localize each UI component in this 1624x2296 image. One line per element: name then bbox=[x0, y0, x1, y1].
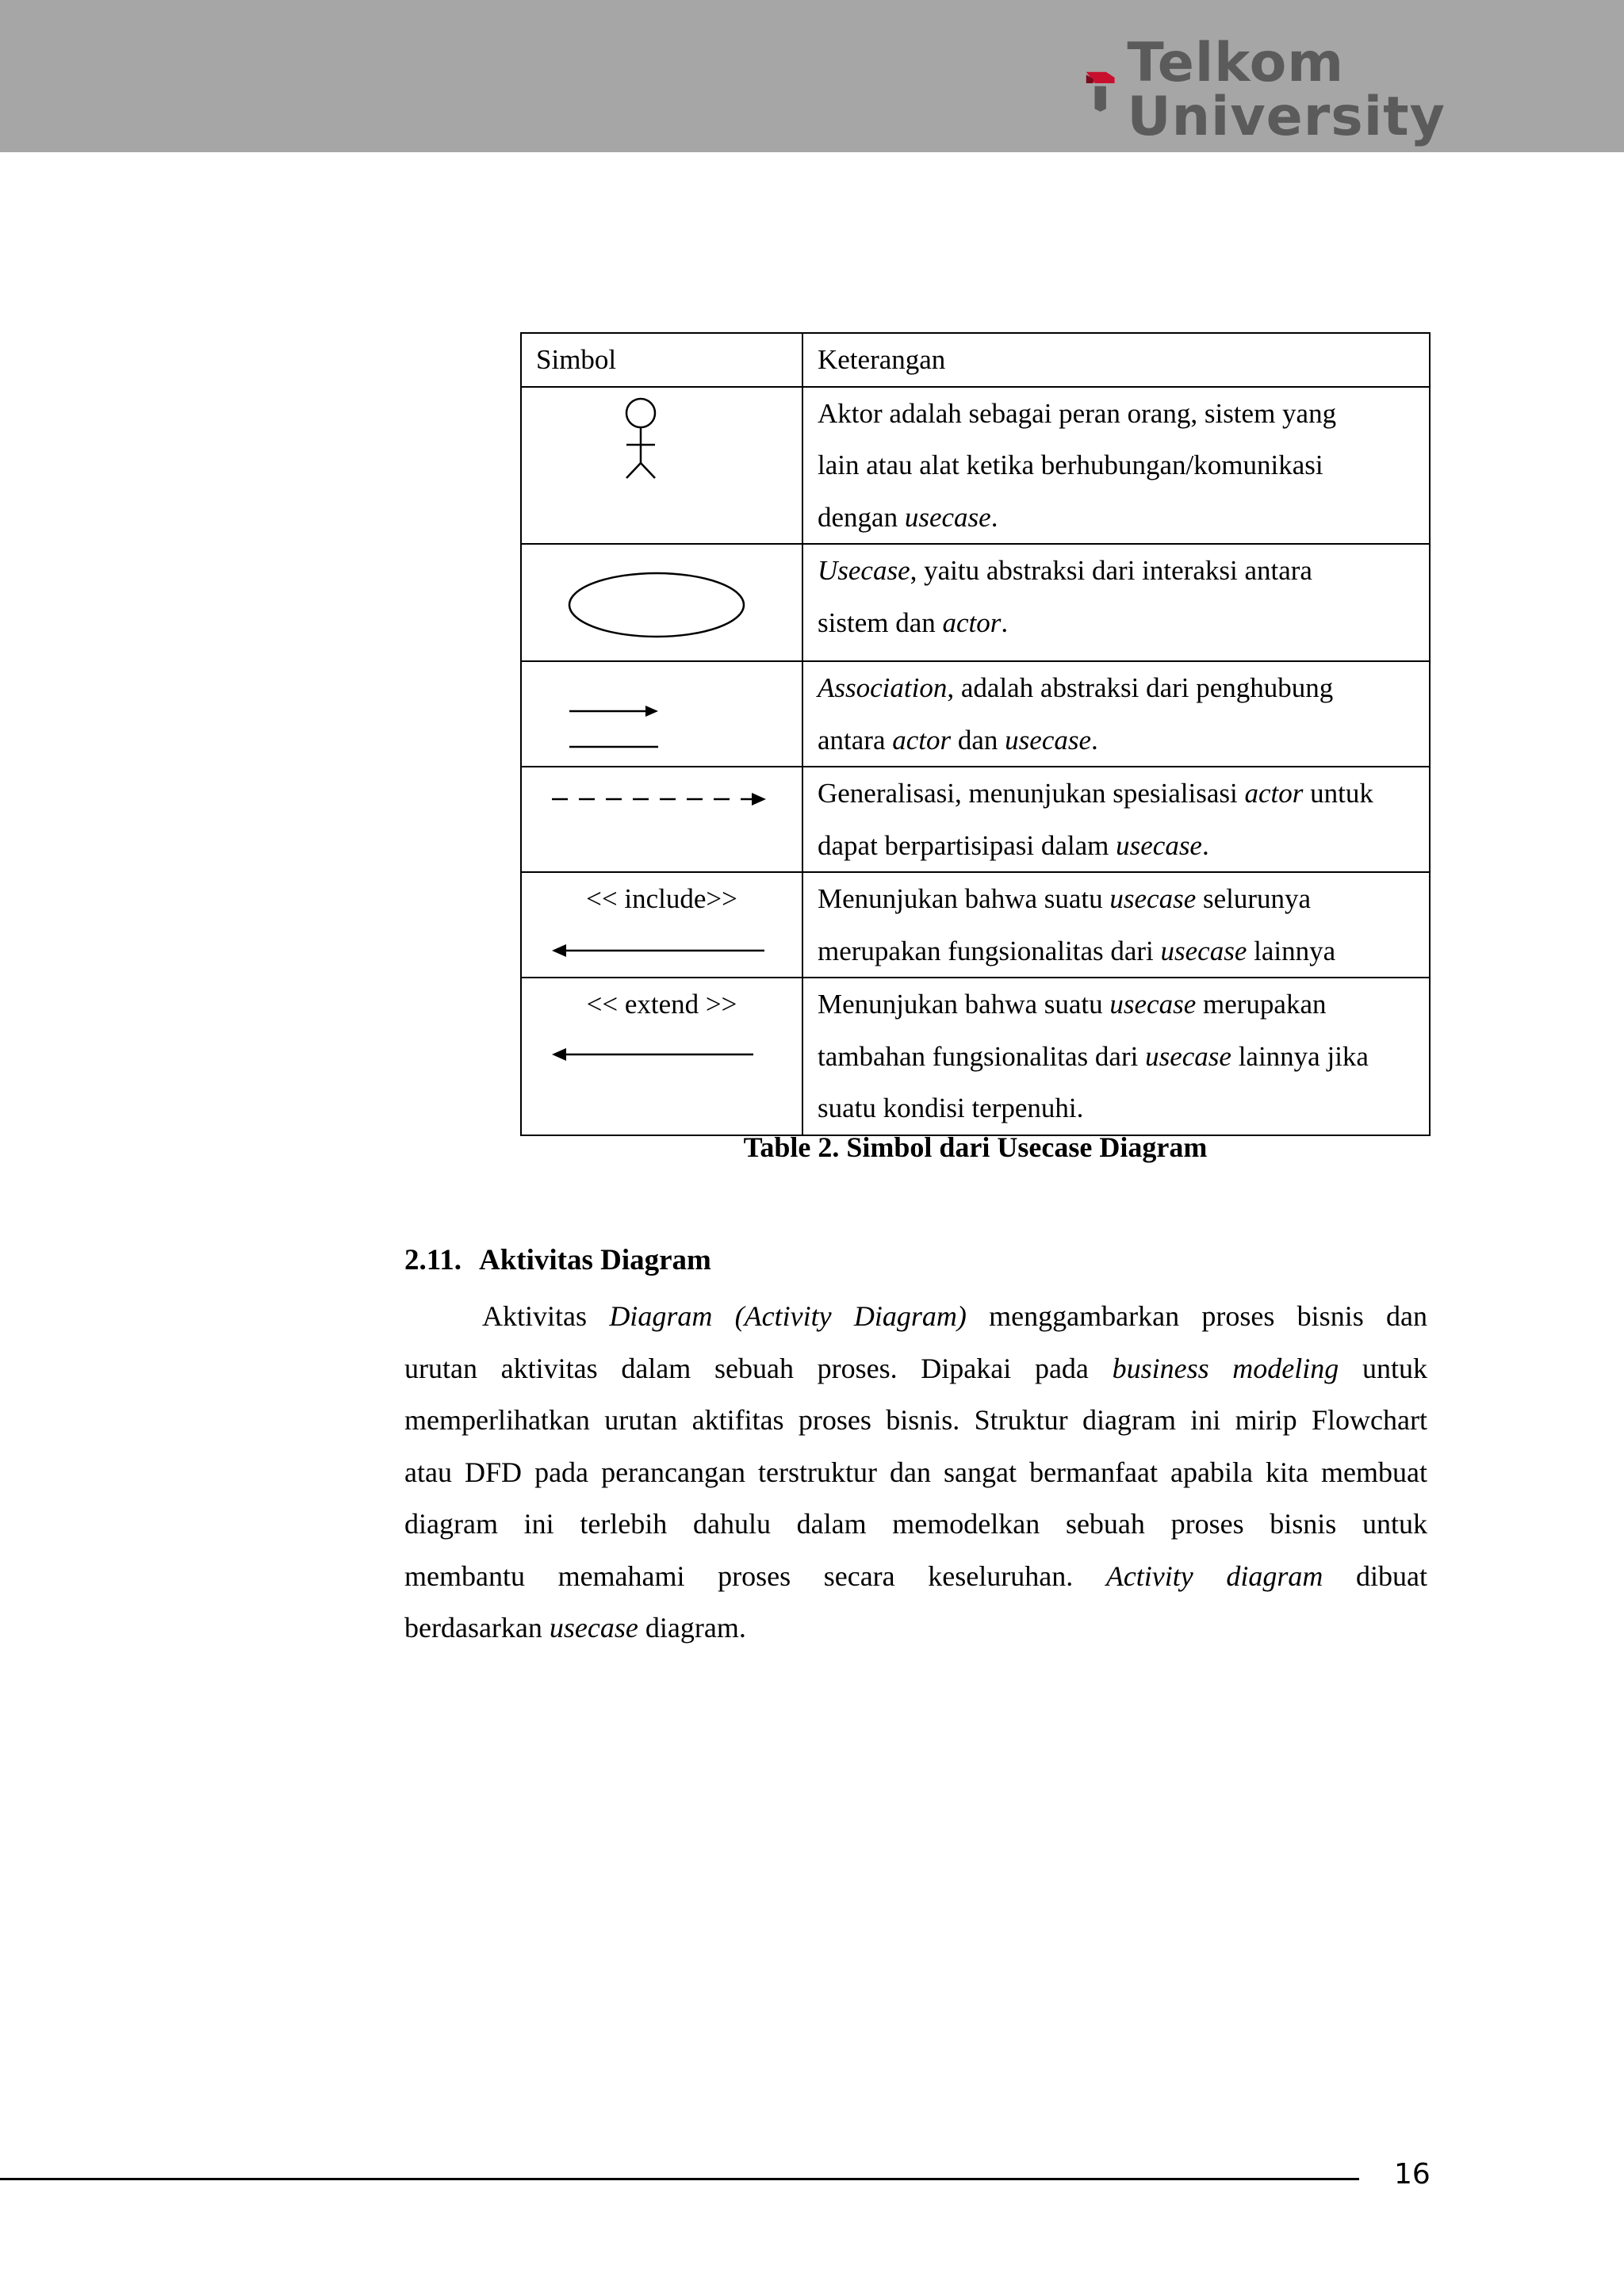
description-cell bbox=[802, 387, 1430, 545]
include-arrow-icon bbox=[522, 925, 787, 977]
telkom-logo-icon bbox=[1085, 65, 1116, 116]
table-row bbox=[521, 544, 1430, 661]
description-line: suatu kondisi terpenuhi. bbox=[818, 1093, 1084, 1123]
table-row bbox=[521, 978, 1430, 1135]
paragraph-line: berdasarkan usecase diagram. bbox=[404, 1612, 746, 1644]
include-label: << include>> bbox=[586, 883, 737, 914]
description-cell bbox=[802, 544, 1430, 661]
description-line: Generalisasi, menunjukan spesialisasi actor untuk bbox=[818, 778, 1373, 809]
page-number: 16 bbox=[1394, 2158, 1431, 2191]
description-line: Association, adalah abstraksi dari penghubung bbox=[818, 672, 1334, 703]
table-header-row bbox=[521, 333, 1430, 387]
paragraph-line: Aktivitas Diagram (Activity Diagram) menggambarkan proses bisnis dan bbox=[482, 1300, 1427, 1332]
description-line: lain atau alat ketika berhubungan/komunikasi bbox=[818, 450, 1323, 480]
description-cell bbox=[802, 978, 1430, 1135]
paragraph-line: memperlihatkan urutan aktifitas proses bisnis. Struktur diagram ini mirip Flowchart bbox=[404, 1404, 1427, 1436]
telkom-university-logo bbox=[1085, 32, 1624, 148]
description-cell bbox=[802, 872, 1430, 978]
table-caption: Table 2. Simbol dari Usecase Diagram bbox=[743, 1131, 1208, 1163]
symbol-cell bbox=[521, 978, 802, 1135]
symbol-cell bbox=[521, 544, 802, 661]
table-row bbox=[521, 387, 1430, 545]
footer-divider bbox=[0, 2178, 1359, 2180]
description-line: dapat berpartisipasi dalam usecase. bbox=[818, 829, 1209, 861]
table-row bbox=[521, 872, 1430, 978]
description-line: Usecase, yaitu abstraksi dari interaksi antara bbox=[818, 555, 1312, 586]
column-header-symbol: Simbol bbox=[521, 333, 802, 387]
section-paragraph bbox=[404, 1291, 1427, 1655]
description-line: Aktor adalah sebagai peran orang, sistem yang bbox=[818, 397, 1337, 429]
logo-text: Telkom University bbox=[1127, 32, 1446, 148]
extend-arrow-icon bbox=[522, 1031, 787, 1082]
symbol-cell bbox=[521, 387, 802, 545]
association-arrow-icon bbox=[522, 662, 787, 766]
description-line: sistem dan actor. bbox=[818, 607, 1009, 638]
description-line: merupakan fungsionalitas dari usecase lainnya bbox=[818, 935, 1336, 966]
table-row bbox=[521, 767, 1430, 872]
description-line: antara actor dan usecase. bbox=[818, 724, 1098, 756]
symbol-cell bbox=[521, 767, 802, 872]
generalization-dashed-arrow-icon bbox=[522, 767, 787, 871]
paragraph-line: diagram ini terlebih dahulu dalam memodelkan sebuah proses bisnis untuk bbox=[404, 1508, 1427, 1540]
symbol-cell bbox=[521, 661, 802, 767]
description-line: tambahan fungsionalitas dari usecase lainnya jika bbox=[818, 1040, 1369, 1072]
description-line: dengan usecase. bbox=[818, 501, 998, 533]
paragraph-line: membantu memahami proses secara keseluruhan. Activity diagram dibuat bbox=[404, 1559, 1427, 1592]
paragraph-line: atau DFD pada perancangan terstruktur dan sangat bermanfaat apabila kita membuat bbox=[404, 1456, 1427, 1488]
symbol-cell bbox=[521, 872, 802, 978]
section-heading bbox=[404, 1243, 711, 1277]
usecase-symbol-table bbox=[520, 332, 1431, 1136]
usecase-ellipse-icon bbox=[522, 545, 787, 660]
description-line: Menunjukan bahwa suatu usecase selurunya bbox=[818, 883, 1312, 914]
section-title: Aktivitas Diagram bbox=[478, 1244, 711, 1276]
description-cell bbox=[802, 661, 1430, 767]
section-number: 2.11. bbox=[404, 1244, 462, 1276]
description-line: Menunjukan bahwa suatu usecase merupakan bbox=[818, 989, 1327, 1020]
column-header-description: Keterangan bbox=[802, 333, 1430, 387]
description-cell bbox=[802, 767, 1430, 872]
table-row bbox=[521, 661, 1430, 767]
extend-label: << extend >> bbox=[586, 989, 737, 1020]
paragraph-line: urutan aktivitas dalam sebuah proses. Dipakai pada business modeling untuk bbox=[404, 1352, 1427, 1384]
actor-icon bbox=[522, 388, 787, 542]
